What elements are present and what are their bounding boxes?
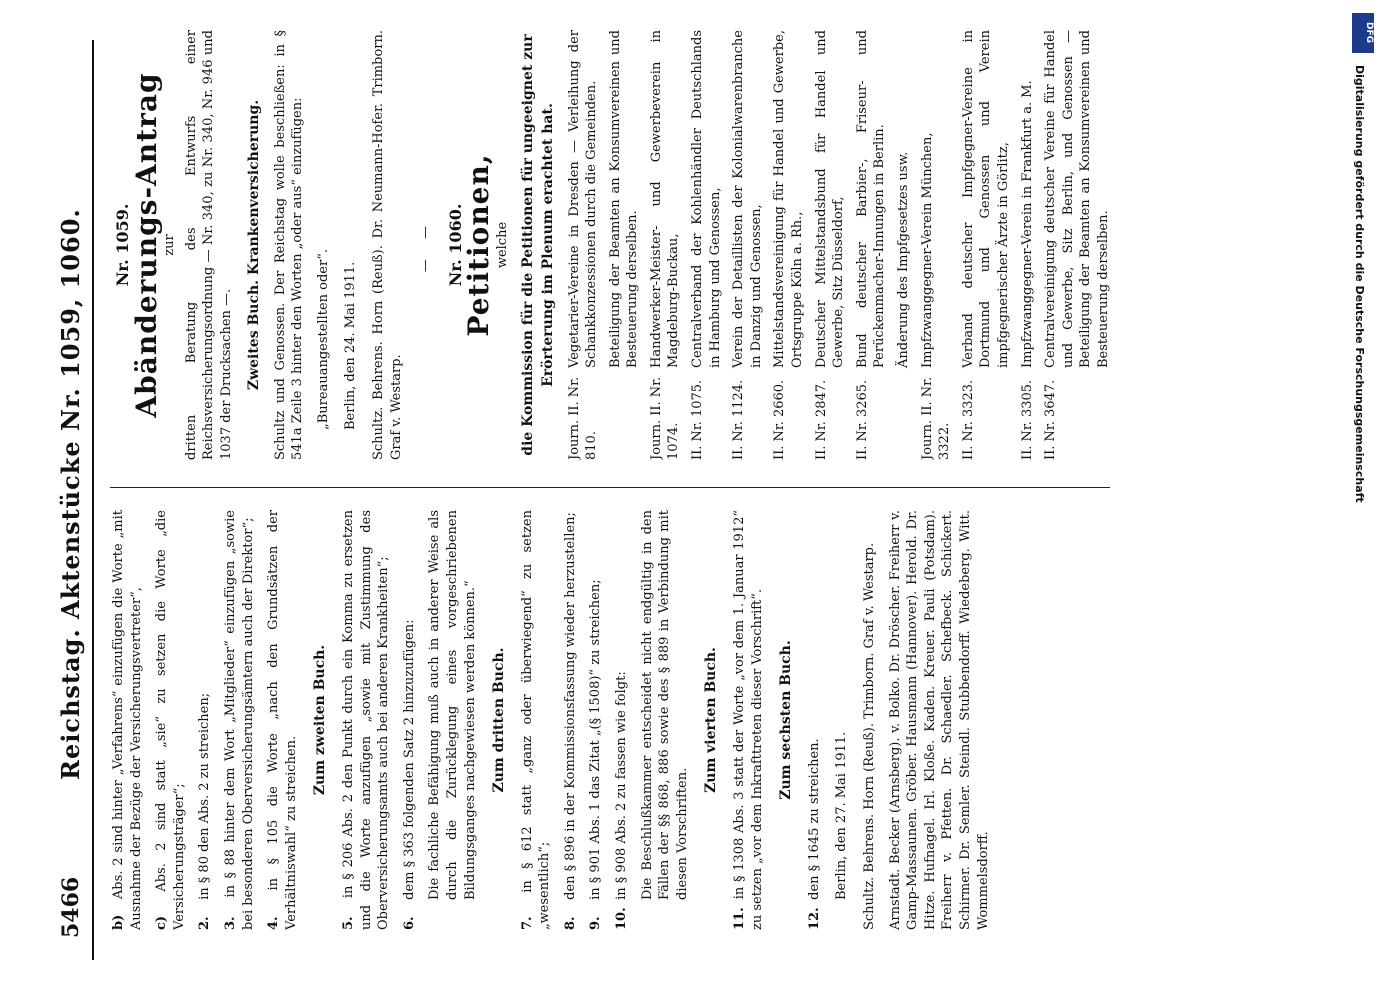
- item-number: 12.: [806, 907, 822, 930]
- page-title: Reichstag. Aktenstücke Nr. 1059, 1060.: [56, 208, 85, 780]
- item-text: in § 1308 Abs. 3 statt der Worte „vor dem 1. Januar 1912“ zu setzen „vor dem Inkrafttreten dieser Vorschrift“.: [732, 510, 765, 930]
- item-number: 5.: [340, 916, 356, 930]
- amendment-item: [153, 510, 188, 930]
- item-number: 8.: [562, 916, 578, 930]
- signatures-secondary: Arnstadt. Becker (Arnsberg). v. Bolko. Dr. Dröscher. Freiherr v. Gamp-Massaunen. Gröber. Hausmann (Hannover). Herold. Dr. Hitze. Hufnagel. Irl. Kloße. Kaden. Kreuer. Pauli (Potsdam). Freiherr v. Pfetten. Dr. Schaedler. Schefbeck. Schickert. Schirmer. Dr. Semler. Steindl. Stubbendorff. Wiedeberg. Witt. Wommelsdorff.: [887, 510, 991, 930]
- item-text: in § 908 Abs. 2 zu fassen wie folgt:: [614, 671, 630, 900]
- petition-ref: II. Nr. 2660.: [772, 379, 788, 460]
- item-text: dem § 363 folgenden Satz 2 hinzuzufügen:: [401, 619, 417, 900]
- subheading-krankenversicherung: Zweites Buch. Krankenversicherung.: [245, 99, 262, 391]
- petition-ref: [895, 368, 913, 460]
- left-column: [110, 510, 1270, 930]
- amendment-item: [401, 510, 419, 930]
- petition-text: Bund deutscher Barbier-, Friseur- und Perückenmacher-Innungen in Berlin.: [854, 30, 888, 368]
- amendment-item: [196, 510, 214, 930]
- petition-ref: II. Nr. 2847.: [813, 379, 829, 460]
- item-number: 7.: [519, 916, 535, 930]
- petition-row: [1019, 30, 1037, 460]
- item-text: Abs. 2 sind hinter „Verfahrens“ einzufügen die Worte „mit Ausnahme der Bezüge der Versicherungsvertreter“,: [111, 510, 144, 930]
- amendment-item: [562, 510, 580, 930]
- item-number: 11.: [732, 907, 748, 930]
- intro-paragraph: dritten Beratung des Entwurfs einer Reichsversicherungsordnung — Nr. 340, zu Nr. 340, Nr. 946 und 1037 der Drucksachen —.: [183, 30, 234, 460]
- document-title-1059: Abänderungs-Antrag: [129, 72, 163, 418]
- amendment-item: [110, 510, 145, 930]
- motion-quote: „Bureauangestellten oder“.: [315, 249, 331, 430]
- page-header: [50, 40, 94, 960]
- petition-ref: II. Nr. 3265.: [854, 379, 870, 460]
- item-number: 6.: [401, 916, 417, 930]
- section-heading-book2: Zum zweiten Buch.: [312, 644, 329, 796]
- header-rule: [92, 40, 94, 960]
- petition-row: [566, 30, 601, 460]
- petition-text: Beteiligung der Beamten an Konsumvereinen und Besteuerung derselben.: [607, 30, 641, 368]
- petition-ref: II. Nr. 1124.: [731, 379, 747, 460]
- petition-text: Impfzwanggegner-Verein München,: [919, 132, 935, 368]
- item-text: in § 88 hinter dem Wort „Mitglieder“ einzufügen „sowie bei besonderen Oberversicherungsämtern auch der Direktor“;: [222, 510, 256, 930]
- funding-label: Digitalisierung gefördert durch die Deutsche Forschungsgemeinschaft: [1353, 65, 1366, 503]
- amendment-item: [587, 510, 605, 930]
- amendment-item: [519, 510, 554, 930]
- section-heading-book4: Zum vierten Buch.: [703, 647, 720, 793]
- signatures-1059: Schultz. Behrens. Horn (Reuß). Dr. Neumann-Hofer. Trimborn. Graf v. Westarp.: [370, 30, 404, 460]
- item-text: in § 206 Abs. 2 den Punkt durch ein Komma zu ersetzen und die Worte anzufügen „sowie mit Zustimmung des Oberversicherungsamts auch bei anderen Krankheiten“;: [340, 510, 392, 930]
- item-text: den § 1645 zu streichen.: [806, 738, 822, 900]
- item-number: c): [154, 915, 170, 930]
- petition-text: Impfzwanggegner-Verein in Frankfurt a. M.: [1019, 80, 1035, 368]
- subheading-1060: die Kommission für die Petitionen für ungeeignet zur Erörterung im Plenum erachtet hat.: [519, 34, 556, 456]
- petition-row: [960, 30, 1013, 460]
- petition-row: [648, 30, 683, 460]
- petition-ref: II. Nr. 3305.: [1019, 379, 1035, 460]
- document-number-1060: Nr. 1060.: [445, 203, 465, 287]
- item-text: den § 896 in der Kommissionsfassung wieder herzustellen;: [562, 512, 578, 900]
- petition-text: Deutscher Mittelstandsbund für Handel und Gewerbe, Sitz Düsseldorf,: [813, 30, 847, 368]
- amendment-item: [806, 510, 824, 930]
- quote-paragraph-2: Die Beschlußkammer entscheidet nicht endgültig in den Fällen der §§ 868, 886 sowie des § 889 in Verbindung mit diesen Vorschriften.: [639, 510, 690, 900]
- section-heading-book3: Zum dritten Buch.: [491, 647, 508, 793]
- petition-ref: Journ. II. Nr. 810.: [566, 376, 600, 460]
- date-line: Berlin, den 27. Mai 1911.: [834, 731, 850, 900]
- item-text: in § 105 die Worte „nach den Grundsätzen der Verhältniswahl“ zu streichen.: [266, 510, 299, 930]
- petition-row: [730, 30, 765, 460]
- petition-ref: II. Nr. 3323.: [960, 379, 976, 460]
- word-zur: zur: [162, 234, 178, 256]
- document-title-1060: Petitionen,: [462, 153, 496, 337]
- petition-text: Verband deutscher Impfgegner-Vereine in Dortmund und Genossen und Verein impfgegnerischer Ärzte in Görlitz,: [960, 30, 1011, 368]
- document-number-1059: Nr. 1059.: [113, 203, 132, 287]
- item-number: 10.: [614, 907, 630, 930]
- right-column: [110, 30, 1270, 460]
- digitization-sidebar: [1350, 5, 1380, 1000]
- signatures-primary: Schultz. Behrens. Horn (Reuß). Trimborn. Graf v. Westarp.: [862, 542, 877, 930]
- petition-ref: [607, 368, 642, 460]
- dfg-logo: DFG: [1352, 13, 1374, 53]
- motion-text: Schultz und Genossen. Der Reichstag wolle beschließen: in § 541a Zeile 3 hinter den Worten „oder aus“ einzufügen:: [272, 30, 306, 460]
- petition-text: Vegetarier-Vereine in Dresden — Verleihung der Schankkonzessionen durch die Gemeinden.: [566, 30, 600, 368]
- item-number: 9.: [588, 916, 604, 930]
- petition-text: Änderung des Impfgesetzes usw.: [896, 151, 911, 368]
- petition-row: [689, 30, 724, 460]
- amendment-item: [613, 510, 631, 930]
- item-text: in § 901 Abs. 1 das Zitat „(§ 1508)“ zu streichen;: [588, 579, 604, 900]
- petition-row: [771, 30, 806, 460]
- petition-text: Mittelstandsvereinigung für Handel und Gewerbe, Ortsgruppe Köln a. Rh.,: [772, 30, 806, 368]
- quote-paragraph: Die fachliche Befähigung muß auch in anderer Weise als durch die Zurücklegung eines vorgeschriebenen Bildungsganges nachgewiesen werden können.“: [427, 510, 478, 900]
- item-number: 3.: [222, 916, 238, 930]
- petition-row: [607, 30, 642, 460]
- amendment-item: [340, 510, 393, 930]
- item-number: 2.: [197, 916, 213, 930]
- amendment-item: [265, 510, 300, 930]
- item-number: b): [111, 914, 126, 930]
- page-number: 5466: [58, 876, 84, 938]
- section-heading-book6: Zum sechsten Buch.: [778, 640, 795, 800]
- petition-ref: Journ. II. Nr. 1074.: [648, 376, 682, 460]
- item-text: in § 80 den Abs. 2 zu streichen;: [197, 692, 213, 900]
- petition-row: [813, 30, 848, 460]
- petition-row: [919, 30, 954, 460]
- petition-ref: Journ. II. Nr. 3322.: [919, 376, 953, 460]
- amendment-item: [222, 510, 257, 930]
- date-line-1059: Berlin, den 24. Mai 1911.: [343, 261, 359, 430]
- petition-text: Centralvereinigung deutscher Vereine für Handel und Gewerbe, Sitz Berlin, und Genossen — Beteiligung der Beamten an Konsumvereinen und Besteuerung derselben.: [1043, 30, 1111, 368]
- separator: — —: [418, 217, 434, 273]
- item-text: Abs. 2 sind statt „sie“ zu setzen die Worte „die Versicherungsträger“;: [154, 510, 187, 930]
- item-number: 4.: [266, 916, 282, 930]
- petition-row: [854, 30, 889, 460]
- petition-text: Verein der Detaillisten der Kolonialwarenbranche in Danzig und Genossen,: [731, 30, 764, 368]
- item-text: in § 612 statt „ganz oder überwiegend“ zu setzen „wesentlich“;: [519, 510, 553, 930]
- petition-ref: II. Nr. 1075.: [690, 379, 706, 460]
- petition-row: [895, 30, 913, 460]
- column-divider: [110, 487, 1110, 488]
- amendment-item: [731, 510, 766, 930]
- petition-text: Handwerker-Meister- und Gewerbeverein in Magdeburg-Buckau,: [648, 30, 682, 368]
- word-welche: welche: [494, 221, 510, 269]
- petition-row: [1042, 30, 1112, 460]
- petition-ref: II. Nr. 3647.: [1043, 379, 1059, 460]
- petition-text: Centralverband der Kohlenhändler Deutschlands in Hamburg und Genossen,: [690, 30, 723, 368]
